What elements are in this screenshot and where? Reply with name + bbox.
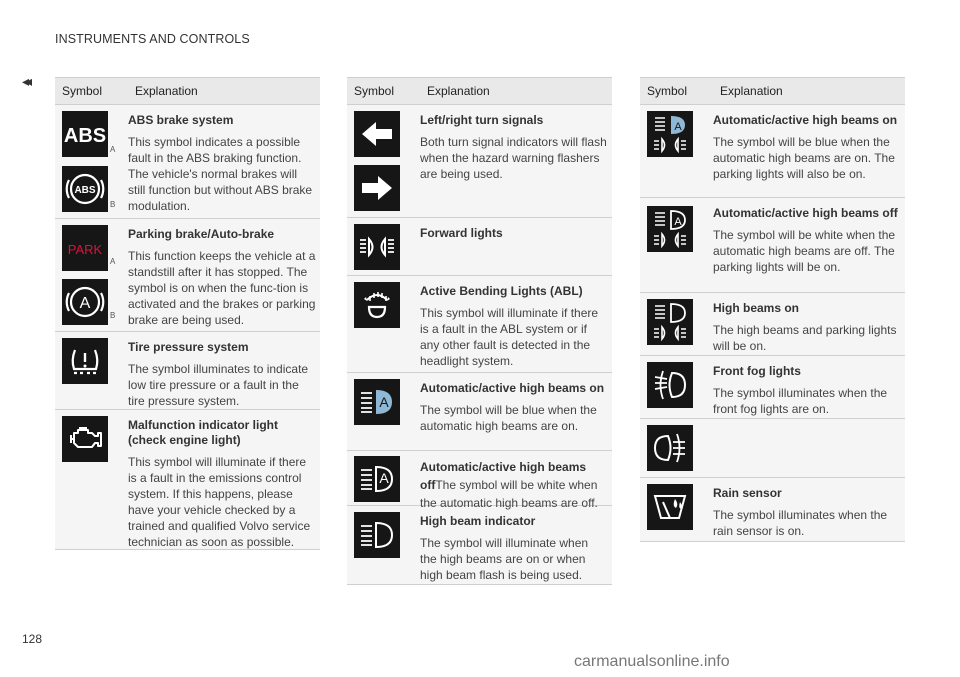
symbol-title: Active Bending Lights (ABL) bbox=[420, 284, 583, 298]
high-beam-icon bbox=[354, 512, 400, 558]
abs-circle-icon bbox=[62, 166, 108, 212]
table-header bbox=[55, 77, 320, 105]
symbol-title: Automatic/active high beams on bbox=[713, 113, 898, 127]
abl-icon bbox=[354, 282, 400, 328]
auto-high-beam-off-icon bbox=[354, 456, 400, 502]
turn-left-icon bbox=[354, 111, 400, 157]
check-engine-icon bbox=[62, 416, 108, 462]
svg-text:A: A bbox=[674, 121, 682, 133]
symbol-title: Tire pressure system bbox=[128, 340, 249, 354]
rain-sensor-icon bbox=[647, 484, 693, 530]
table-row bbox=[347, 105, 612, 218]
page-number: 128 bbox=[22, 632, 43, 646]
symbol-column-header: Symbol bbox=[647, 84, 688, 98]
symbol-title: Rain sensor bbox=[713, 486, 782, 500]
explanation-column-header: Explanation bbox=[427, 84, 490, 98]
table-row bbox=[640, 356, 905, 419]
symbol-description: Both turn signal indicators will flash when the hazard warning flashers are being used. bbox=[420, 135, 607, 181]
symbol-description: The symbol will be white when the automatic high beams are off. bbox=[420, 478, 598, 510]
symbol-title: Front fog lights bbox=[713, 364, 801, 378]
auto-high-beam-parking-off-icon bbox=[647, 206, 693, 252]
symbol-description: The symbol will illuminate when the high beams are on or when high beam flash is being used. bbox=[420, 536, 589, 582]
symbol-title: Malfunction indicator light (check engine light) bbox=[128, 418, 278, 447]
symbol-title: Left/right turn signals bbox=[420, 113, 544, 127]
symbol-table-1 bbox=[55, 77, 320, 550]
svg-text:A: A bbox=[379, 394, 389, 410]
table-row bbox=[347, 506, 612, 585]
symbol-column-header: Symbol bbox=[354, 84, 395, 98]
svg-text:ABS: ABS bbox=[63, 125, 107, 147]
symbol-title: Automatic/active high beams off bbox=[713, 206, 898, 220]
explanation-column-header: Explanation bbox=[720, 84, 783, 98]
high-beam-parking-icon bbox=[647, 299, 693, 345]
table-row bbox=[347, 451, 612, 510]
icon-variant-label: A bbox=[110, 257, 116, 266]
table-row bbox=[55, 105, 320, 219]
symbol-title: High beam indicator bbox=[420, 514, 536, 528]
symbol-title: Automatic/active high beams on bbox=[420, 381, 605, 395]
symbol-description: This function keeps the vehicle at a standstill after it has stopped. The symbol is on when the func-tion is activated and the brakes or parking brake are being used. bbox=[128, 249, 316, 327]
symbol-description: The symbol will be blue when the automatic high beams are on. The parking lights will also be on. bbox=[713, 135, 895, 181]
footer-watermark: carmanualsonline.info bbox=[574, 653, 730, 670]
symbol-table-2 bbox=[347, 77, 612, 585]
svg-text:A: A bbox=[379, 470, 389, 486]
park-label: PARK bbox=[67, 242, 103, 257]
symbol-description: The symbol illuminates when the rain sensor is on. bbox=[713, 508, 888, 538]
symbol-title: Forward lights bbox=[420, 226, 503, 240]
table-row bbox=[640, 478, 905, 542]
auto-brake-icon bbox=[62, 279, 108, 325]
icon-variant-label: A bbox=[110, 145, 116, 154]
rear-fog-icon bbox=[647, 425, 693, 471]
symbol-description: The symbol illuminates to indicate low tire pressure or a fault in the tire pressure system. bbox=[128, 362, 309, 408]
symbol-title: High beams on bbox=[713, 301, 800, 315]
icon-variant-label: B bbox=[110, 311, 116, 320]
symbol-description: This symbol indicates a possible fault in the ABS braking function. The vehicle's normal brakes will still function but without ABS brake modulation. bbox=[128, 135, 313, 213]
table-row bbox=[640, 419, 905, 478]
back-nav-icon[interactable]: ◂◂ bbox=[22, 73, 29, 89]
symbol-description: The symbol will be blue when the automatic high beams are on. bbox=[420, 403, 597, 433]
table-row bbox=[55, 219, 320, 332]
svg-text:A: A bbox=[674, 216, 682, 228]
symbol-description: This symbol will illuminate if there is a fault in the ABL system or if any other fault is detected in the headlight system. bbox=[420, 306, 599, 368]
symbol-title: Automatic/active high beams off bbox=[420, 460, 587, 492]
symbol-description: The symbol illuminates when the front fog lights are on. bbox=[713, 386, 888, 416]
table-row bbox=[55, 410, 320, 550]
table-row bbox=[347, 373, 612, 451]
tire-pressure-icon bbox=[62, 338, 108, 384]
table-row bbox=[347, 276, 612, 373]
symbol-table-3 bbox=[640, 77, 905, 542]
explanation-column-header: Explanation bbox=[135, 84, 198, 98]
table-row bbox=[640, 198, 905, 293]
turn-right-icon bbox=[354, 165, 400, 211]
table-row bbox=[347, 218, 612, 276]
symbol-column-header: Symbol bbox=[62, 84, 103, 98]
table-row bbox=[640, 293, 905, 356]
symbol-description: The symbol will be white when the automatic high beams are off. The parking lights will be on. bbox=[713, 228, 896, 274]
forward-lights-icon bbox=[354, 224, 400, 270]
table-row bbox=[640, 105, 905, 198]
symbol-description: This symbol will illuminate if there is a fault in the emissions control system. If this happens, please have your vehicle checked by a trained and qualified Volvo service technician as soon as possible. bbox=[128, 455, 311, 549]
symbol-title: Parking brake/Auto-brake bbox=[128, 227, 275, 241]
svg-text:A: A bbox=[79, 295, 91, 312]
symbol-title: ABS brake system bbox=[128, 113, 234, 127]
park-text-icon bbox=[62, 225, 108, 271]
page-header: INSTRUMENTS AND CONTROLS bbox=[55, 32, 250, 46]
front-fog-icon bbox=[647, 362, 693, 408]
table-header bbox=[640, 77, 905, 105]
table-header bbox=[347, 77, 612, 105]
icon-variant-label: B bbox=[110, 200, 116, 209]
table-row bbox=[55, 332, 320, 410]
auto-high-beam-parking-on-icon bbox=[647, 111, 693, 157]
svg-text:ABS: ABS bbox=[74, 185, 96, 196]
auto-high-beam-on-icon bbox=[354, 379, 400, 425]
symbol-description: The high beams and parking lights will be on. bbox=[713, 323, 897, 353]
abs-text-icon bbox=[62, 111, 108, 157]
